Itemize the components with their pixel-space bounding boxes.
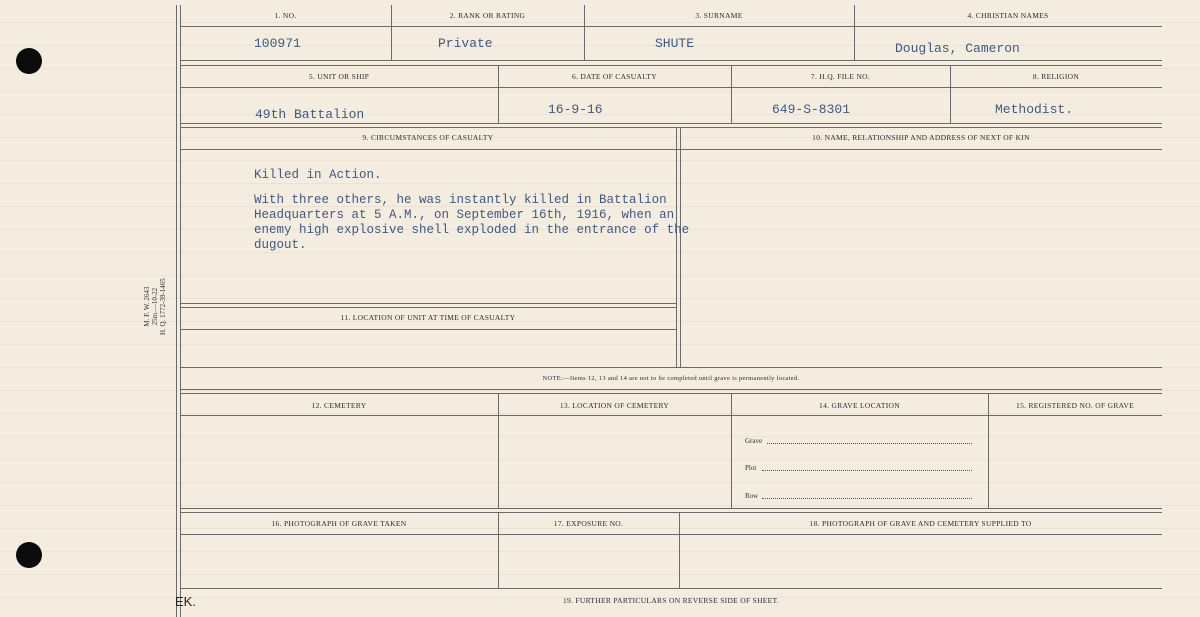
label-unit: 5. UNIT OR SHIP [308,72,370,81]
label-religion: 8. RELIGION [1032,72,1080,81]
rule [180,307,676,308]
label-rank: 2. RANK OR RATING [449,11,526,20]
value-rank: Private [438,36,493,51]
label-hq-file: 7. H.Q. FILE NO. [810,72,871,81]
punch-hole-bottom [16,542,42,568]
rule [180,65,1162,66]
note-text: NOTE:—Items 12, 13 and 14 are not to be completed until grave is permanently located. [542,375,800,382]
label-cemetery: 12. CEMETERY [311,401,367,410]
value-religion: Methodist. [995,102,1074,117]
label-location-cemetery: 13. LOCATION OF CEMETERY [559,401,670,410]
rule [731,393,732,508]
value-unit: 49th Battalion [255,107,365,122]
value-surname: SHUTE [655,36,695,51]
rule [180,588,1162,589]
rule [180,303,676,304]
label-further-particulars: 19. FURTHER PARTICULARS ON REVERSE SIDE OF SHEET. [562,596,780,605]
label-no: 1. NO. [274,11,297,20]
label-surname: 3. SURNAME [695,11,743,20]
rule [180,415,1162,416]
circumstances-text [254,168,694,263]
plot-field-line [762,470,972,471]
rule [498,393,499,508]
rule [180,508,1162,509]
label-location-unit: 11. LOCATION OF UNIT AT TIME OF CASUALTY [340,313,516,322]
label-photo-taken: 16. PHOTOGRAPH OF GRAVE TAKEN [271,519,407,528]
label-date: 6. DATE OF CASUALTY [571,72,657,81]
rule [180,127,1162,128]
rule [180,393,1162,394]
rule [180,329,676,330]
rule [180,534,1162,535]
circumstances-line: Killed in Action. [254,168,382,182]
label-circumstances: 9. CIRCUMSTANCES OF CASUALTY [362,133,494,142]
rule [180,123,1162,124]
row-field-label: Row [745,492,759,500]
punch-hole-top [16,48,42,74]
value-date: 16-9-16 [548,102,603,117]
initials-stamp: EK. [175,594,196,609]
rule [180,149,1162,150]
rule [180,512,1162,513]
label-registered-no: 15. REGISTERED NO. OF GRAVE [1016,401,1134,410]
grave-field-line [767,443,972,444]
rule [180,26,1162,27]
rule [180,389,1162,390]
circumstances-paragraph: With three others, he was instantly killed in Battalion Headquarters at 5 A.M., on September 16th, 1916, when an enemy high explosive shell exploded in the entrance of the dugout. [254,193,690,252]
label-next-of-kin: 10. NAME, RELATIONSHIP AND ADDRESS OF NEXT OF KIN [812,133,1030,142]
grave-field-label: Grave [745,437,763,445]
value-no: 100971 [254,36,301,51]
label-photo-supplied: 18. PHOTOGRAPH OF GRAVE AND CEMETERY SUPPLIED TO [809,519,1032,528]
value-hq-file: 649-S-8301 [772,102,851,117]
rule [180,367,1162,368]
rule [180,60,1162,61]
value-christian-names: Douglas, Cameron [895,41,1020,56]
label-christian-names: 4. CHRISTIAN NAMES [967,11,1049,20]
label-grave-location: 14. GRAVE LOCATION [819,401,900,410]
print-code: M. F. W. 2643 25m.—10-22 H. Q. 1772-39-1465 [143,278,167,335]
left-border [176,5,177,617]
label-exposure: 17. EXPOSURE NO. [553,519,624,528]
row-field-line [762,498,972,499]
rule [180,87,1162,88]
rule [988,393,989,508]
plot-field-label: Plot [745,464,757,472]
